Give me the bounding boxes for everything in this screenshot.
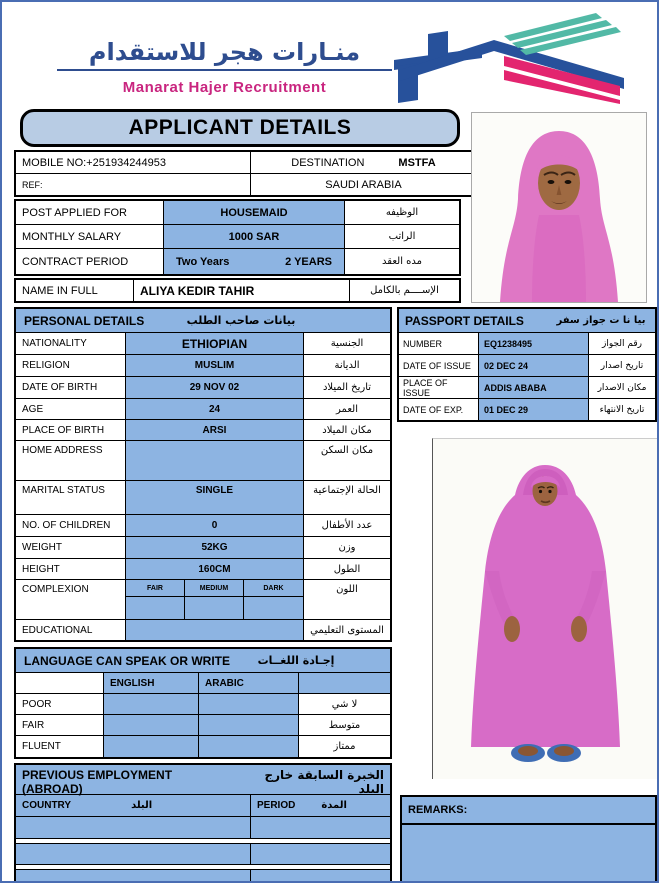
language-col-english: ENGLISH	[104, 673, 199, 693]
employment-country-header	[16, 795, 251, 816]
complexion-option-fair: FAIR	[126, 580, 185, 597]
passport-issue-date-value: 02 DEC 24	[479, 355, 589, 376]
educational-value	[126, 620, 304, 640]
complexion-arabic: اللون	[336, 584, 358, 595]
personal-details-header	[16, 309, 390, 333]
language-poor-label: POOR	[16, 694, 104, 714]
contract-period-text: Two Years	[176, 255, 230, 268]
language-fair-arabic-cell	[199, 715, 299, 735]
personal-details-title: PERSONAL DETAILS	[24, 313, 145, 328]
date-of-birth-value: 29 NOV 02	[126, 377, 304, 398]
monthly-salary-label: MONTHLY SALARY	[16, 225, 164, 248]
portrait-photo-drawing	[472, 113, 646, 302]
employment-header	[16, 765, 390, 795]
company-logo-icon	[392, 10, 632, 104]
complexion-dark-cell	[244, 597, 303, 619]
language-title: LANGUAGE CAN SPEAK OR WRITE	[24, 653, 231, 668]
children-arabic: عدد الأطفال	[321, 520, 373, 531]
complexion-option-dark: DARK	[244, 580, 303, 597]
destination-country: SAUDI ARABIA	[325, 178, 402, 191]
language-fair-label: FAIR	[16, 715, 104, 735]
children-value: 0	[126, 515, 304, 536]
passport-issue-date-label: DATE OF ISSUE	[399, 355, 479, 376]
passport-header	[399, 309, 655, 333]
personal-details-table	[14, 307, 392, 642]
date-of-birth-arabic: تاريخ الميلاد	[322, 382, 372, 393]
passport-issue-place-arabic: مكان الاصدار	[597, 382, 647, 393]
age-arabic: العمر	[336, 403, 358, 415]
language-fair-english-cell	[104, 715, 199, 735]
height-arabic: الطول	[333, 563, 361, 575]
weight-arabic: وزن	[338, 542, 356, 553]
language-fluent-arabic-cell	[199, 736, 299, 757]
age-label: AGE	[16, 399, 126, 419]
contract-period-label: CONTRACT PERIOD	[16, 249, 164, 274]
marital-status-label: MARITAL STATUS	[16, 481, 126, 514]
post-applied-label: POST APPLIED FOR	[16, 201, 164, 224]
country-arabic: البلد	[131, 800, 153, 811]
passport-details-table	[397, 307, 657, 422]
destination-label: DESTINATION	[291, 156, 365, 169]
height-label: HEIGHT	[16, 559, 126, 579]
complexion-option-medium: MEDIUM	[185, 580, 244, 597]
home-address-arabic: مكان السكن	[320, 445, 374, 456]
full-body-photo-drawing	[433, 439, 658, 779]
employment-row-3	[16, 869, 390, 883]
passport-title: PASSPORT DETAILS	[405, 313, 524, 328]
personal-details-title-arabic: بيانات صاحب الطلب	[186, 314, 296, 327]
company-name-arabic: منـارات هجر للاستقدام	[57, 38, 392, 71]
period-arabic: المدة	[321, 800, 347, 811]
place-of-birth-value: ARSI	[126, 420, 304, 440]
language-table	[14, 647, 392, 759]
contact-table	[14, 150, 478, 197]
religion-arabic: الديانة	[334, 360, 360, 371]
employment-period-header	[251, 795, 390, 816]
destination-cell	[251, 152, 476, 173]
passport-number-value: EQ1238495	[479, 333, 589, 354]
place-of-birth-label: PLACE OF BIRTH	[16, 420, 126, 440]
name-in-full-value: ALIYA KEDIR TAHIR	[134, 280, 350, 301]
passport-expiry-value: 01 DEC 29	[479, 399, 589, 420]
language-header	[16, 649, 390, 673]
passport-title-arabic: بيا نا ت جواز سفر	[556, 315, 646, 326]
monthly-salary-value: 1000 SAR	[164, 225, 345, 248]
language-col-extra	[299, 673, 390, 693]
destination-value: MSTFA	[398, 156, 436, 169]
name-table	[14, 278, 461, 303]
passport-expiry-arabic: تاريخ الانتهاء	[599, 404, 645, 415]
educational-label: EDUCATIONAL	[16, 620, 126, 640]
passport-issue-date-arabic: تاريخ اصدار	[600, 360, 644, 371]
page-title	[20, 109, 460, 147]
language-col-arabic: ARABIC	[199, 673, 299, 693]
passport-number-label: NUMBER	[399, 333, 479, 354]
company-name-english: Manarat Hajer Recruitment	[122, 79, 327, 96]
applicant-portrait-photo	[471, 112, 647, 303]
height-value: 160CM	[126, 559, 304, 579]
page-title-text: APPLICANT DETAILS	[128, 116, 352, 139]
employment-title: PREVIOUS EMPLOYMENT (ABROAD)	[22, 768, 173, 796]
complexion-options	[126, 580, 304, 619]
ref-label: REF:	[16, 174, 251, 195]
post-applied-arabic: الوظيفه	[385, 207, 419, 218]
remarks-box	[400, 795, 657, 883]
country-label: COUNTRY	[22, 800, 72, 811]
marital-status-arabic: الحالة الإجتماعية	[313, 485, 381, 496]
age-value: 24	[126, 399, 304, 419]
employment-row-2	[16, 843, 390, 865]
language-fluent-english-cell	[104, 736, 199, 757]
passport-issue-place-value: ADDIS ABABA	[479, 377, 589, 398]
religion-label: RELIGION	[16, 355, 126, 376]
employment-row-1-country	[16, 817, 251, 838]
remarks-label: REMARKS:	[402, 797, 655, 825]
period-label: PERIOD	[257, 800, 296, 811]
educational-arabic: المستوى التعليمي	[310, 624, 384, 636]
language-corner-cell	[16, 673, 104, 693]
religion-value: MUSLIM	[126, 355, 304, 376]
passport-issue-place-label: PLACE OF ISSUE	[399, 377, 479, 398]
employment-row-1	[16, 817, 390, 839]
weight-value: 52KG	[126, 537, 304, 558]
language-poor-arabic-label: لا شي	[331, 698, 358, 710]
passport-expiry-label: DATE OF EXP.	[399, 399, 479, 420]
passport-number-arabic: رقم الجواز	[601, 338, 643, 349]
name-in-full-label: NAME IN FULL	[16, 280, 134, 301]
nationality-label: NATIONALITY	[16, 333, 126, 354]
applicant-full-body-photo	[432, 438, 658, 779]
monthly-salary-arabic: الراتب	[388, 231, 416, 242]
mobile-number: MOBILE NO:+251934244953	[16, 152, 251, 173]
children-label: NO. OF CHILDREN	[16, 515, 126, 536]
name-in-full-arabic: الإســــم بالكامل	[370, 285, 439, 296]
home-address-label: HOME ADDRESS	[16, 441, 126, 480]
weight-label: WEIGHT	[16, 537, 126, 558]
employment-row-2-country	[16, 844, 251, 864]
marital-status-value: SINGLE	[126, 481, 304, 514]
complexion-medium-cell	[185, 597, 244, 619]
post-applied-value: HOUSEMAID	[164, 201, 345, 224]
employment-table	[14, 763, 392, 883]
home-address-value	[126, 441, 304, 480]
post-table	[14, 199, 461, 276]
date-of-birth-label: DATE OF BIRTH	[16, 377, 126, 398]
nationality-arabic: الجنسية	[330, 338, 364, 349]
employment-row-3-country	[16, 870, 251, 883]
employment-title-arabic: الخبرة السابقة خارج البلد	[264, 768, 384, 796]
language-poor-arabic-cell	[199, 694, 299, 714]
language-fluent-label: FLUENT	[16, 736, 104, 757]
language-poor-english-cell	[104, 694, 199, 714]
contract-period-value	[164, 249, 345, 274]
contract-period-arabic: مده العقد	[382, 256, 422, 267]
complexion-fair-cell	[126, 597, 185, 619]
contract-period-years: 2 YEARS	[285, 255, 332, 268]
complexion-label: COMPLEXION	[16, 580, 126, 619]
language-fair-arabic-label: متوسط	[328, 719, 361, 731]
language-fluent-arabic-label: ممتاز	[333, 741, 356, 752]
nationality-value: ETHIOPIAN	[126, 333, 304, 354]
place-of-birth-arabic: مكان الميلاد	[322, 424, 372, 436]
language-title-arabic: إجـادة اللغــات	[257, 654, 335, 667]
